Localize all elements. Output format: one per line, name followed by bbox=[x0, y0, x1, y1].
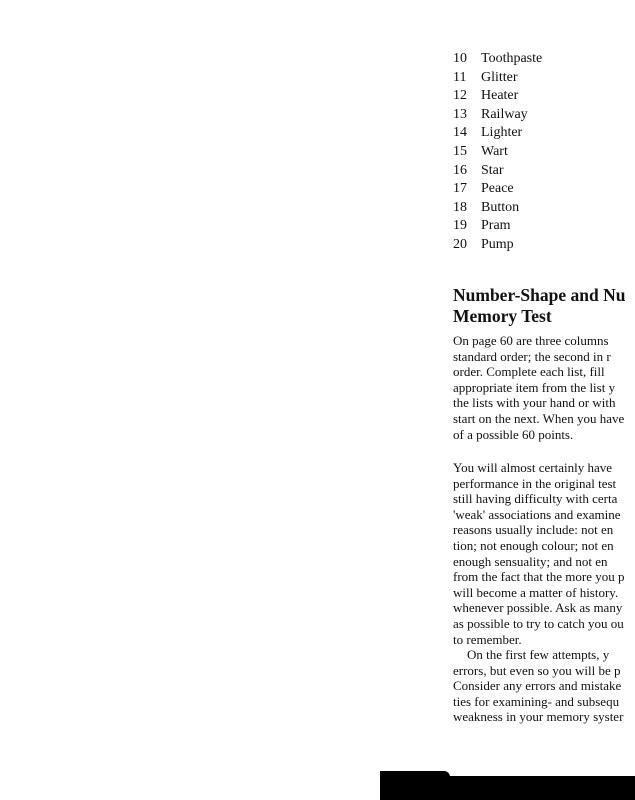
paragraph-line: order. Complete each list, fill bbox=[453, 364, 605, 380]
paragraph-line: the lists with your hand or with bbox=[453, 395, 616, 411]
paragraph-line: standard order; the second in r bbox=[453, 348, 611, 364]
list-item-word: Lighter bbox=[481, 125, 523, 141]
list-item-word: Heater bbox=[481, 88, 519, 104]
list-item-word: Railway bbox=[481, 106, 528, 122]
paragraph-line: On page 60 are three columns bbox=[453, 333, 609, 348]
list-item-number: 10 bbox=[453, 51, 467, 66]
list-item-number: 11 bbox=[453, 69, 467, 85]
paragraph bbox=[453, 460, 624, 647]
list-item bbox=[453, 124, 542, 143]
list-item bbox=[453, 180, 542, 199]
section-heading-line: Number-Shape and Nu bbox=[453, 285, 626, 305]
list-item-number: 18 bbox=[453, 199, 467, 215]
list-item-number: 12 bbox=[453, 88, 467, 104]
paragraph-line: reasons usually include: not en bbox=[453, 522, 614, 538]
paragraph-line: 'weak' associations and examine bbox=[453, 506, 621, 522]
paragraph-line: start on the next. When you have bbox=[453, 410, 625, 426]
paragraph-line: tion; not enough colour; not en bbox=[453, 537, 614, 553]
list-item-number: 16 bbox=[453, 162, 467, 178]
list-item bbox=[453, 199, 542, 218]
section-heading bbox=[453, 285, 625, 327]
paragraph-line: weakness in your memory syster bbox=[453, 709, 624, 725]
paragraph-line: enough sensuality; and not en bbox=[453, 553, 608, 569]
list-item bbox=[453, 162, 542, 181]
list-item bbox=[453, 236, 542, 255]
list-item-word: Star bbox=[481, 162, 504, 178]
list-item-number: 15 bbox=[453, 143, 467, 159]
list-item-word: Peace bbox=[481, 181, 514, 197]
list-item-word: Toothpaste bbox=[481, 51, 543, 66]
list-item-number: 13 bbox=[453, 106, 467, 122]
list-item-number: 20 bbox=[453, 236, 467, 252]
numbered-word-list bbox=[453, 50, 542, 255]
paragraph-line: still having difficulty with certa bbox=[453, 491, 618, 507]
section-heading-line: Memory Test bbox=[453, 306, 552, 326]
paragraph-line: errors, but even so you will be p bbox=[453, 662, 621, 678]
paragraph-line: as possible to try to catch you ou bbox=[453, 615, 624, 631]
paragraph-line: You will almost certainly have bbox=[453, 460, 612, 475]
paragraph-line: whenever possible. Ask as many bbox=[453, 600, 623, 616]
list-item-word: Pram bbox=[481, 218, 511, 234]
list-item-word: Button bbox=[481, 199, 520, 215]
list-item bbox=[453, 106, 542, 125]
paragraph-line: will become a matter of history. bbox=[453, 584, 619, 600]
list-item-word: Pump bbox=[481, 236, 514, 252]
paragraph-line: performance in the original test bbox=[453, 475, 617, 491]
list-item bbox=[453, 143, 542, 162]
list-item bbox=[453, 69, 542, 88]
paragraph-line: ties for examining- and subsequ bbox=[453, 693, 620, 709]
paragraph-line: appropriate item from the list y bbox=[453, 379, 616, 395]
list-item bbox=[453, 217, 542, 236]
paragraph-line: Consider any errors and mistake bbox=[453, 678, 622, 694]
paragraph-line: of a possible 60 points. bbox=[453, 426, 574, 442]
list-item-number: 19 bbox=[453, 218, 467, 234]
paragraph-line: from the fact that the more you p bbox=[453, 569, 625, 585]
list-item-word: Wart bbox=[481, 143, 508, 159]
paragraph-line: On the first few attempts, y bbox=[467, 647, 610, 662]
paragraph-line: to remember. bbox=[453, 631, 522, 647]
list-item bbox=[453, 87, 542, 106]
scan-edge-bar bbox=[380, 776, 635, 800]
paragraph bbox=[453, 647, 623, 725]
paragraph bbox=[453, 333, 624, 442]
list-item-number: 14 bbox=[453, 125, 467, 141]
list-item bbox=[453, 50, 542, 69]
list-item-number: 17 bbox=[453, 181, 467, 197]
list-item-word: Glitter bbox=[481, 69, 518, 85]
